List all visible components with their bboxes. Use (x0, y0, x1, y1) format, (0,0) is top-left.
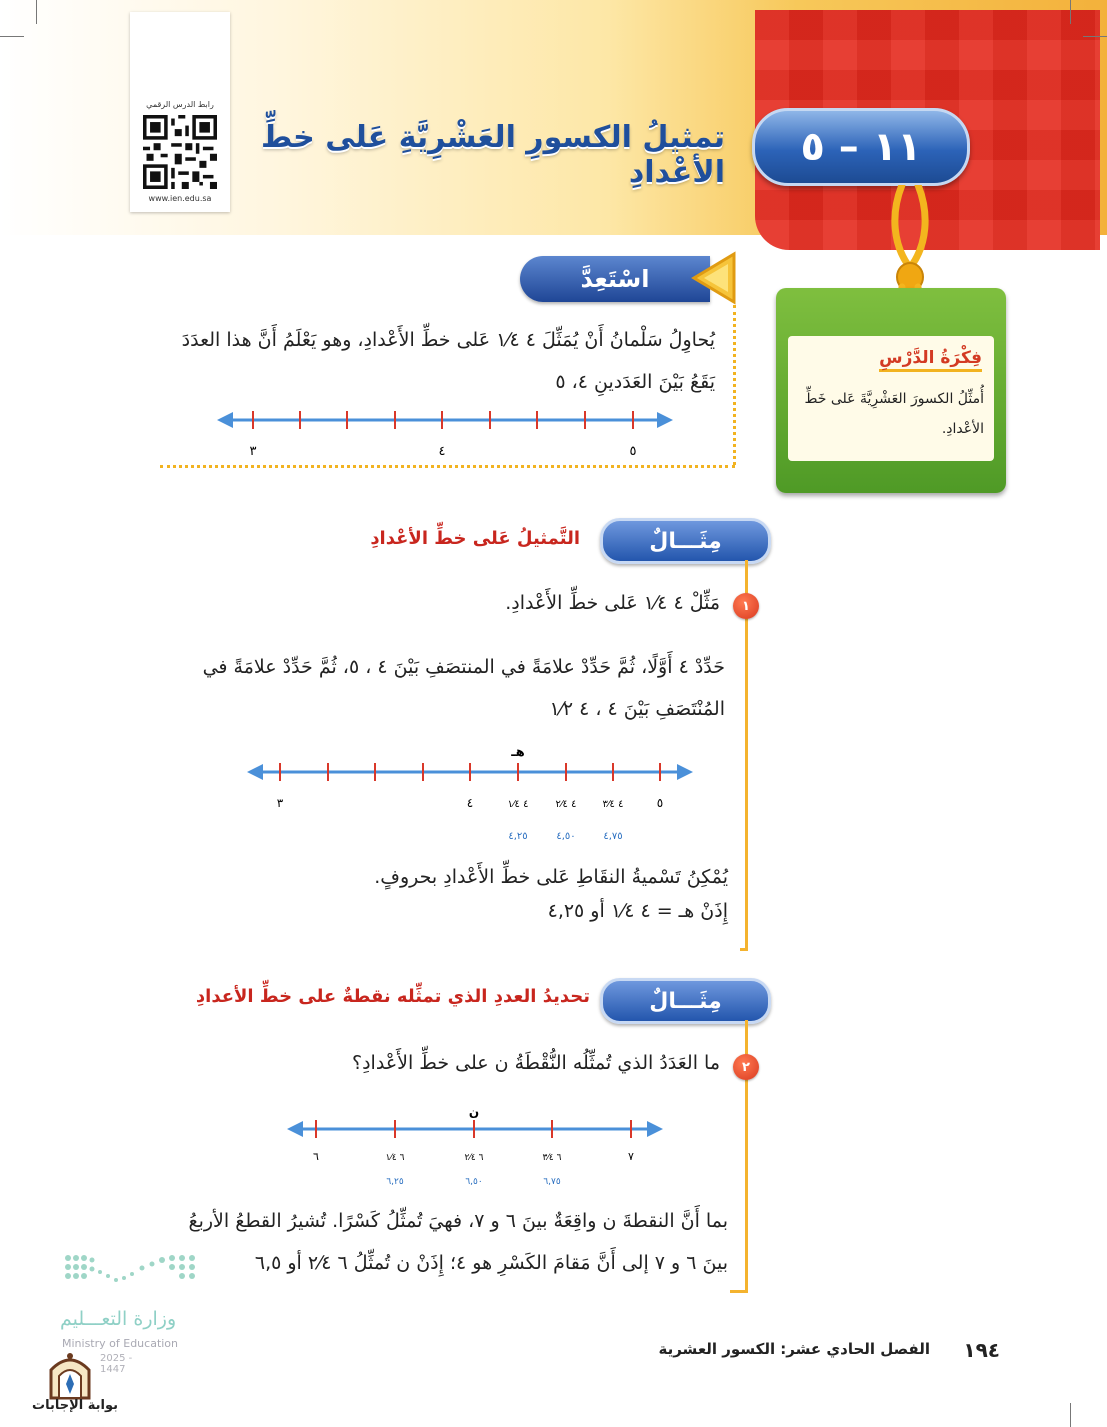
tick-label: ٦ ٣⁄٤ (542, 1153, 562, 1163)
tick-label: ٤ ٣⁄٤ (602, 799, 624, 810)
number-line-example-1 (245, 740, 695, 850)
tick-label: ٣ (276, 796, 284, 810)
example-2-question: ما العَدَدُ الذي تُمثِّلُه النُّقْطَةُ ن على خطِّ الأَعْدادِ؟ (352, 1052, 720, 1074)
lesson-idea-card (776, 288, 1006, 493)
crop-mark (36, 0, 37, 24)
gate-label: بوابة الإجابات (32, 1398, 118, 1413)
crop-mark (1083, 36, 1107, 37)
example-1-step: حَدِّدْ ٤ أَوَّلًا، ثُمَّ حَدِّدْ علامَةً في المنتصَفِ بَيْنَ ٤ ، ٥، ثُمَّ حَدِّدْ علامَةً في (202, 656, 725, 678)
tick-label: ٤ (438, 444, 446, 459)
tick-label: ٥ (656, 796, 664, 810)
example-pill-text: مِثَـــالٌ (649, 988, 722, 1014)
crop-mark (0, 36, 24, 37)
point-label: ن (468, 1105, 480, 1119)
qr-code-icon (143, 115, 217, 189)
crop-mark (1070, 1403, 1071, 1427)
ministry-name-ar: وزارة التعـــليم (60, 1308, 177, 1330)
lesson-number-badge (752, 108, 970, 186)
arrow-left-icon (690, 250, 738, 306)
example-number-badge: ٢ (733, 1054, 759, 1080)
tick-label: ٣ (249, 444, 257, 459)
decimal-label: ٤,٢٥ (508, 831, 528, 842)
tick-label: ٤ ١⁄٤ (507, 799, 529, 810)
lesson-title: تمثيلُ الكسورِ العَشْرِيَّةِ عَلى خطِّ الأعْدادِ (261, 120, 725, 190)
tick-label: ٦ (313, 1150, 319, 1163)
lesson-idea-text: أُمثِّلُ الكسورَ العَشْرِيَّةَ عَلى خَطِّ الأعْدادِ. (804, 391, 984, 437)
gate-logo-icon (45, 1348, 95, 1400)
ministry-name-en: Ministry of Education (62, 1337, 179, 1350)
get-ready-label-text: اسْتَعِدَّ (580, 265, 650, 293)
ministry-logo-icon (62, 1250, 202, 1292)
decimal-label: ٤,٧٥ (603, 831, 623, 842)
example-1-answer: إِذَنْ هـ = ٤ ١⁄٤ أو ٤,٢٥ (547, 900, 728, 922)
crop-mark (1070, 0, 1071, 24)
example-border (730, 1290, 748, 1293)
tick-label: ٧ (628, 1150, 634, 1163)
decimal-label: ٦,٧٥ (543, 1177, 561, 1187)
lesson-idea-title: فِكْرَةُ الدَّرْسِ (879, 348, 982, 372)
example-1-note: يُمْكِنُ تَسْميةُ النقَاطِ عَلى خطِّ الأَعْدادِ بحروفٍ. (374, 866, 728, 888)
example-1-step: المُنْتَصَفِ بَيْنَ ٤ ، ٤ ١⁄٢ (549, 698, 725, 720)
lesson-number: ١١ – ٥ (800, 124, 922, 170)
example-1-heading: التَّمثيلُ عَلى خطِّ الأعْدادِ (370, 528, 580, 549)
lesson-idea-panel (788, 336, 994, 461)
decimal-label: ٤,٥٠ (556, 831, 576, 842)
example-1-question: مَثِّلْ ٤ ١⁄٤ عَلى خطِّ الأَعْدادِ. (505, 592, 720, 614)
example-2-explanation: بينَ ٦ و ٧ إلى أَنَّ مَقامَ الكَسْرِ هو ٤؛ إِذَنْ ن تُمثِّلُ ٦ ٢⁄٤ أو ٦,٥ (254, 1252, 728, 1274)
number-line-example-2 (285, 1105, 665, 1190)
tick-label: ٤ ٢⁄٤ (555, 799, 577, 810)
tick-label: ٥ (629, 444, 637, 459)
dotted-border (733, 305, 736, 465)
number-line-ready (215, 400, 675, 470)
get-ready-label (520, 256, 710, 302)
example-number-badge: ١ (733, 593, 759, 619)
tick-label: ٦ ١⁄٤ (385, 1153, 405, 1163)
get-ready-text: يُحاوِلُ سَلْمانُ أَنْ يُمَثِّلَ ٤ ١⁄٤ عَلى خطِّ الأَعْدادِ، وهو يَعْلَمُ أَنَّ هذا العدَدَ (181, 329, 715, 351)
decimal-label: ٦,٢٥ (386, 1177, 404, 1187)
example-2-pill (600, 978, 771, 1024)
ministry-year: 2025 - 1447 (100, 1353, 133, 1375)
example-border (740, 948, 748, 951)
qr-url[interactable]: www.ien.edu.sa (148, 194, 212, 203)
page-number: ١٩٤ (963, 1338, 1000, 1362)
example-2-heading: تحديدُ العددِ الذي تمثِّله نقطةٌ على خطِّ الأعدادِ (195, 986, 590, 1007)
qr-label: رابط الدرس الرقمي (146, 100, 214, 109)
qr-card[interactable] (130, 12, 230, 212)
point-label: هـ (511, 745, 525, 760)
tick-label: ٦ ٢⁄٤ (464, 1153, 484, 1163)
example-2-explanation: بما أَنَّ النقطةَ ن واقِعَةٌ بينَ ٦ و ٧، فهيَ تُمثِّلُ كَسْرًا. تُشيرُ القطعُ الأربعُ (188, 1210, 728, 1232)
footer-chapter: الفصل الحادي عشر: الكسور العشرية (658, 1340, 930, 1358)
get-ready-text: يَقَعُ بَيْنَ العَدَدينِ ٤، ٥ (555, 371, 715, 393)
example-pill-text: مِثَـــالٌ (649, 528, 722, 554)
example-1-pill (600, 518, 771, 564)
tick-label: ٤ (466, 796, 474, 810)
decimal-label: ٦,٥٠ (465, 1177, 483, 1187)
